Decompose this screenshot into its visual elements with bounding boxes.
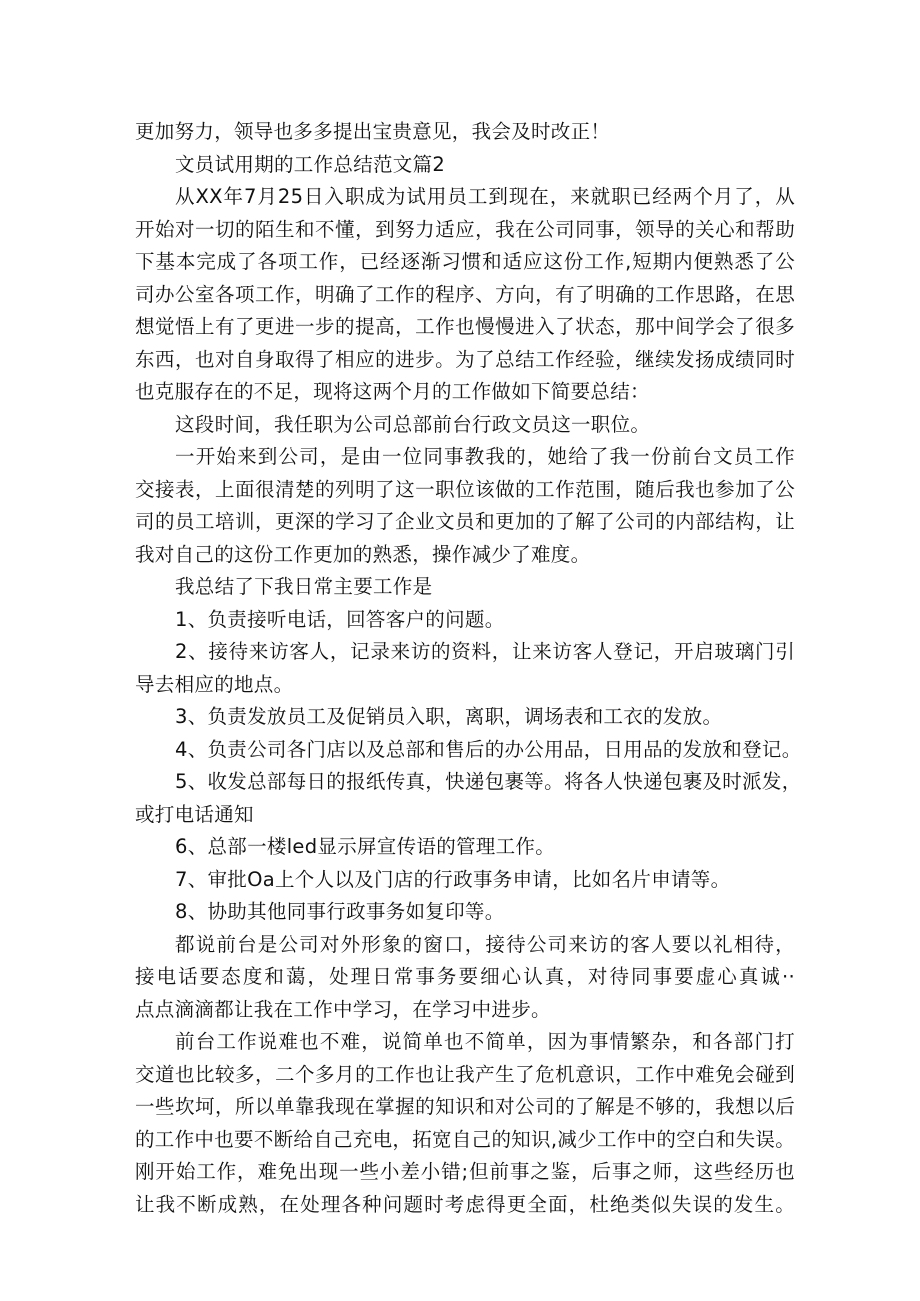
text-line: 我总结了下我日常主要工作是	[175, 575, 433, 598]
text-line: 一些坎坷，所以单靠我现在掌握的知识和对公司的了解是不够的，我想以后	[135, 1095, 795, 1118]
list-item: 5、收发总部每日的报纸传真，快递包裹等。将各人快递包裹及时派发，	[175, 770, 802, 793]
list-item: 1、负责接听电话，回答客户的问题。	[175, 607, 505, 631]
text-line: 接电话要态度和蔼，处理日常事务要细心认真，对待同事要虚心真诚··	[135, 965, 795, 988]
text-line: 司的员工培训，更深的学习了企业文员和更加的了解了公司的内部结构，让	[135, 510, 795, 533]
list-item: 4、负责公司各门店以及总部和售后的办公用品，日用品的发放和登记。	[175, 737, 802, 761]
text-line: 也克服存在的不足，现将这两个月的工作做如下简要总结：	[135, 380, 650, 403]
text-line: 点点滴滴都让我在工作中学习，在学习中进步。	[135, 997, 551, 1021]
list-item-continuation: 或打电话通知	[135, 802, 254, 826]
text-line: 下基本完成了各项工作，已经逐渐习惯和适应这份工作,短期内便熟悉了公	[135, 250, 795, 273]
text-line: 都说前台是公司对外形象的窗口，接待公司来访的客人要以礼相待，	[175, 932, 795, 956]
list-item: 8、协助其他同事行政事务如复印等。	[175, 900, 505, 923]
text-line: 一开始来到公司，是由一位同事教我的，她给了我一份前台文员工作	[175, 445, 795, 468]
list-item: 7、审批Oa上个人以及门店的行政事务申请，比如名片申请等。	[175, 867, 731, 891]
list-item: 6、总部一楼led显示屏宣传语的管理工作。	[175, 835, 555, 858]
text-line: 开始对一切的陌生和不懂，到努力适应，我在公司同事，领导的关心和帮助	[135, 217, 795, 241]
list-item: 2、接待来访客人，记录来访的资料，让来访客人登记，开启玻璃门引	[175, 640, 795, 663]
text-line: 东西，也对自身取得了相应的进步。为了总结工作经验，继续发扬成绩同时	[135, 347, 795, 371]
list-item-continuation: 导去相应的地点。	[135, 672, 294, 696]
text-line: 司办公室各项工作，明确了工作的程序、方向，有了明确的工作思路，在思	[135, 282, 795, 306]
list-item: 3、负责发放员工及促销员入职，离职，调场表和工衣的发放。	[175, 705, 723, 728]
text-line: 交接表，上面很清楚的列明了这一职位该做的工作范围，随后我也参加了公	[135, 477, 795, 501]
text-line: 交道也比较多，二个多月的工作也让我产生了危机意识，工作中难免会碰到	[135, 1062, 795, 1086]
text-line: 从XX年7月25日入职成为试用员工到现在，来就职已经两个月了，从	[175, 185, 795, 208]
text-line: 更加努力，领导也多多提出宝贵意见，我会及时改正！	[135, 120, 611, 143]
text-line: 的工作中也要不断给自己充电，拓宽自己的知识,减少工作中的空白和失误。	[135, 1127, 795, 1151]
text-line: 我对自己的这份工作更加的熟悉，操作减少了难度。	[135, 542, 591, 566]
text-line: 这段时间，我任职为公司总部前台行政文员这一职位。	[175, 412, 651, 436]
text-line: 想觉悟上有了更进一步的提高，工作也慢慢进入了状态，那中间学会了很多	[135, 315, 795, 338]
text-line: 让我不断成熟，在处理各种问题时考虑得更全面，杜绝类似失误的发生。	[135, 1192, 795, 1216]
text-line: 刚开始工作，难免出现一些小差小错;但前事之鉴，后事之师，这些经历也	[135, 1160, 795, 1183]
section-heading: 文员试用期的工作总结范文篇2	[175, 152, 446, 176]
document-page	[135, 116, 802, 1221]
text-line: 前台工作说难也不难，说简单也不简单，因为事情繁杂，和各部门打	[175, 1030, 795, 1053]
